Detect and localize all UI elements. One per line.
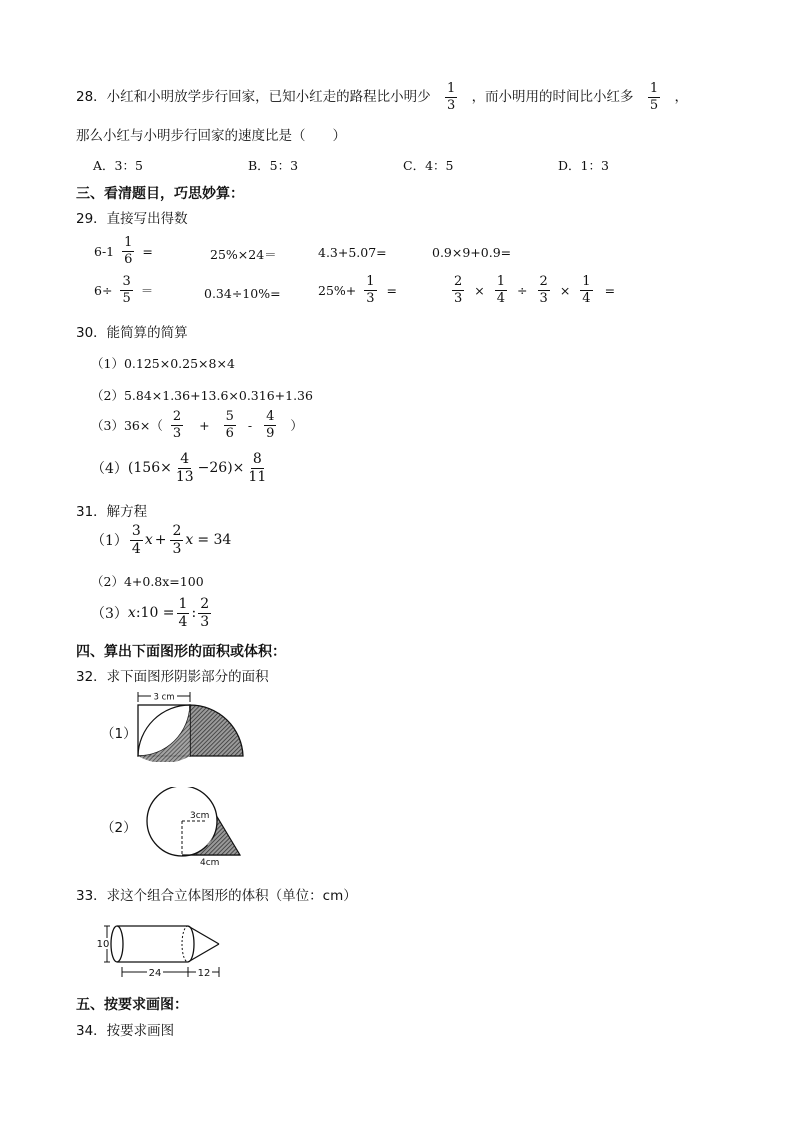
operator: ×	[474, 282, 485, 298]
q28-f1-den: 3	[446, 97, 456, 113]
fraction-num: 1	[366, 274, 375, 289]
variable-x: x	[127, 605, 136, 622]
fraction-den: 9	[266, 425, 275, 441]
operator: ÷	[517, 282, 528, 298]
q33-title: 33．求这个组合立体图形的体积（单位：cm）	[76, 888, 357, 904]
q29-r2-c4-f4	[580, 275, 592, 305]
q30-p4-f2	[246, 452, 268, 484]
fraction-num: 1	[178, 596, 188, 612]
q29-r2-c4-f2	[495, 275, 507, 305]
q31-p1-rhs: = 34	[197, 532, 232, 549]
q31-p3-text: :10 =	[135, 605, 175, 622]
fraction-num: 1	[124, 235, 133, 250]
fraction-den: 13	[175, 468, 194, 485]
fraction-num: 5	[225, 409, 234, 424]
q29-r1-c1-eq: =	[142, 243, 153, 259]
q31-p1-label: （1）	[91, 533, 128, 550]
fraction-num: 2	[200, 596, 210, 612]
fraction-den: 4	[582, 290, 591, 306]
q29-r2-c3-eq: =	[386, 282, 398, 298]
fraction-num: 8	[252, 451, 262, 467]
q28-line1	[76, 82, 688, 112]
variable-x: x	[185, 532, 194, 549]
q31-title: 31．解方程	[76, 504, 148, 520]
q31-p3-label: （3）	[91, 606, 128, 623]
q30-p3	[91, 410, 303, 440]
fraction-den: 11	[248, 468, 267, 485]
q33-cylinder-right-end	[188, 926, 194, 962]
q32-fig2-dim-b: 4cm	[200, 858, 220, 867]
operator: +	[154, 532, 167, 549]
q30-p4-label: （4）	[91, 461, 128, 478]
q32-p1-label: （1）	[101, 726, 137, 742]
q29-r2-c1-fraction	[120, 275, 132, 305]
q30-p4	[91, 452, 270, 484]
q28-option-a: A．3：5	[93, 158, 143, 173]
q28-option-b: B．5：3	[248, 158, 299, 173]
q30-p3-f2	[224, 410, 236, 440]
q28-line2: 那么小红与小明步行回家的速度比是（ ）	[76, 128, 346, 144]
fraction-den: 3	[200, 613, 210, 630]
q32-title: 32．求下面图形阴影部分的面积	[76, 669, 269, 685]
fraction-num: 1	[582, 274, 591, 289]
q32-figure-2	[140, 787, 250, 867]
q31-p1	[91, 524, 231, 556]
fraction-num: 3	[122, 274, 131, 289]
q31-p3	[91, 597, 213, 629]
variable-x: x	[144, 532, 153, 549]
fraction-num: 2	[454, 274, 463, 289]
fraction-den: 6	[124, 251, 133, 267]
fraction-den: 3	[366, 290, 375, 306]
q31-p3-f2	[198, 597, 211, 629]
q32-fig2-dim-a: 3cm	[190, 811, 210, 821]
q32-fig1-leaf-shaded	[138, 705, 190, 762]
q29-r2-c4-f3	[538, 275, 550, 305]
section-4-heading: 四、算出下面图形的面积或体积：	[76, 644, 286, 660]
q34-title: 34．按要求画图	[76, 1023, 175, 1039]
q29-r2-c3-fraction	[364, 275, 376, 305]
q28-text-b: ，而小明用的时间比小红多	[471, 89, 634, 106]
q33-height-label: 10	[96, 939, 110, 950]
q29-r2-c2: 0.34÷10%=	[204, 286, 281, 301]
fraction-den: 4	[178, 613, 188, 630]
operator: ×	[559, 282, 571, 298]
q29-r1-c1	[94, 236, 153, 266]
fraction-den: 3	[454, 290, 463, 306]
fraction-den: 3	[172, 425, 182, 441]
section-5-heading: 五、按要求画图：	[76, 997, 188, 1013]
fraction-den: 6	[225, 425, 234, 441]
q33-figure	[95, 920, 235, 982]
operator: -	[247, 417, 253, 433]
q32-p2-label: （2）	[101, 820, 137, 836]
q29-r2-c1-eq: ＝	[140, 283, 154, 299]
q30-p4-f1	[174, 452, 196, 484]
q28-text-c: ，	[674, 89, 688, 106]
q33-cylinder-hidden-edge	[182, 926, 188, 962]
operator: +	[199, 417, 210, 433]
q29-r2-c4-f1	[452, 275, 464, 305]
q30-p3-f1	[171, 410, 183, 440]
q30-p2: （2）5.84×1.36+13.6×0.316+1.36	[91, 388, 313, 403]
q29-r2-c1	[94, 275, 153, 305]
fraction-den: 4	[496, 290, 506, 306]
q29-title: 29．直接写出得数	[76, 211, 188, 227]
q31-p2: （2）4+0.8x=100	[91, 574, 204, 589]
q32-fig1-dim-label: 3 cm	[153, 692, 175, 703]
q28-fraction-1	[445, 82, 457, 112]
fraction-num: 2	[539, 274, 548, 289]
fraction-num: 3	[131, 523, 141, 539]
q28-fraction-2	[648, 82, 660, 112]
q29-r2-c3	[318, 275, 397, 305]
q33-cone-label: 12	[197, 968, 211, 979]
q33-cyl-label: 24	[148, 968, 162, 979]
q29-r1-c3: 4.3+5.07=	[318, 245, 387, 260]
q30-p3-f3	[264, 410, 276, 440]
q30-p4-text-b: (156×	[127, 460, 172, 477]
fraction-num: 4	[266, 409, 275, 424]
colon: :	[191, 605, 197, 622]
q29-r1-c4: 0.9×9+0.9=	[432, 245, 512, 260]
q30-p1: （1）0.125×0.25×8×4	[91, 356, 235, 371]
fraction-den: 3	[172, 540, 182, 557]
q30-title: 30．能简算的简算	[76, 325, 188, 341]
fraction-num: 1	[496, 274, 506, 289]
q29-r2-c4	[450, 275, 615, 305]
q29-r2-c3-text: 25%+	[318, 282, 357, 298]
q28-text-a: 28．小红和小明放学步行回家，已知小红走的路程比小明少	[76, 89, 431, 106]
section-3-heading: 三、看清题目，巧思妙算：	[76, 186, 244, 202]
q28-f1-num: 1	[446, 81, 456, 96]
fraction-den: 3	[539, 290, 548, 306]
q28-option-c: C．4：5	[403, 158, 454, 173]
q29-r1-c1-fraction	[122, 236, 134, 266]
q30-p4-text-c: −26)×	[197, 460, 245, 477]
q31-p3-f1	[177, 597, 190, 629]
q28-option-d: D．1：3	[558, 158, 609, 173]
q29-r1-c2: 25%×24＝	[210, 247, 277, 262]
q28-f2-num: 1	[649, 81, 659, 96]
fraction-num: 4	[180, 451, 190, 467]
fraction-den: 5	[122, 290, 131, 306]
q31-p1-f2	[170, 524, 183, 556]
q31-p1-f1	[130, 524, 143, 556]
q32-figure-1	[130, 690, 260, 762]
q30-p3-close: ）	[290, 418, 303, 434]
q30-p3-text: （3）36×（	[91, 418, 163, 434]
operator: =	[604, 282, 616, 298]
q28-f2-den: 5	[649, 97, 659, 113]
fraction-num: 2	[172, 523, 182, 539]
fraction-num: 2	[172, 409, 182, 424]
fraction-den: 4	[131, 540, 141, 557]
q29-r1-c1-text: 6-1	[94, 243, 115, 259]
q32-fig1-shaded-quarter	[190, 705, 243, 756]
q33-cylinder-left-end	[111, 926, 123, 962]
q29-r2-c1-text: 6÷	[94, 282, 113, 298]
